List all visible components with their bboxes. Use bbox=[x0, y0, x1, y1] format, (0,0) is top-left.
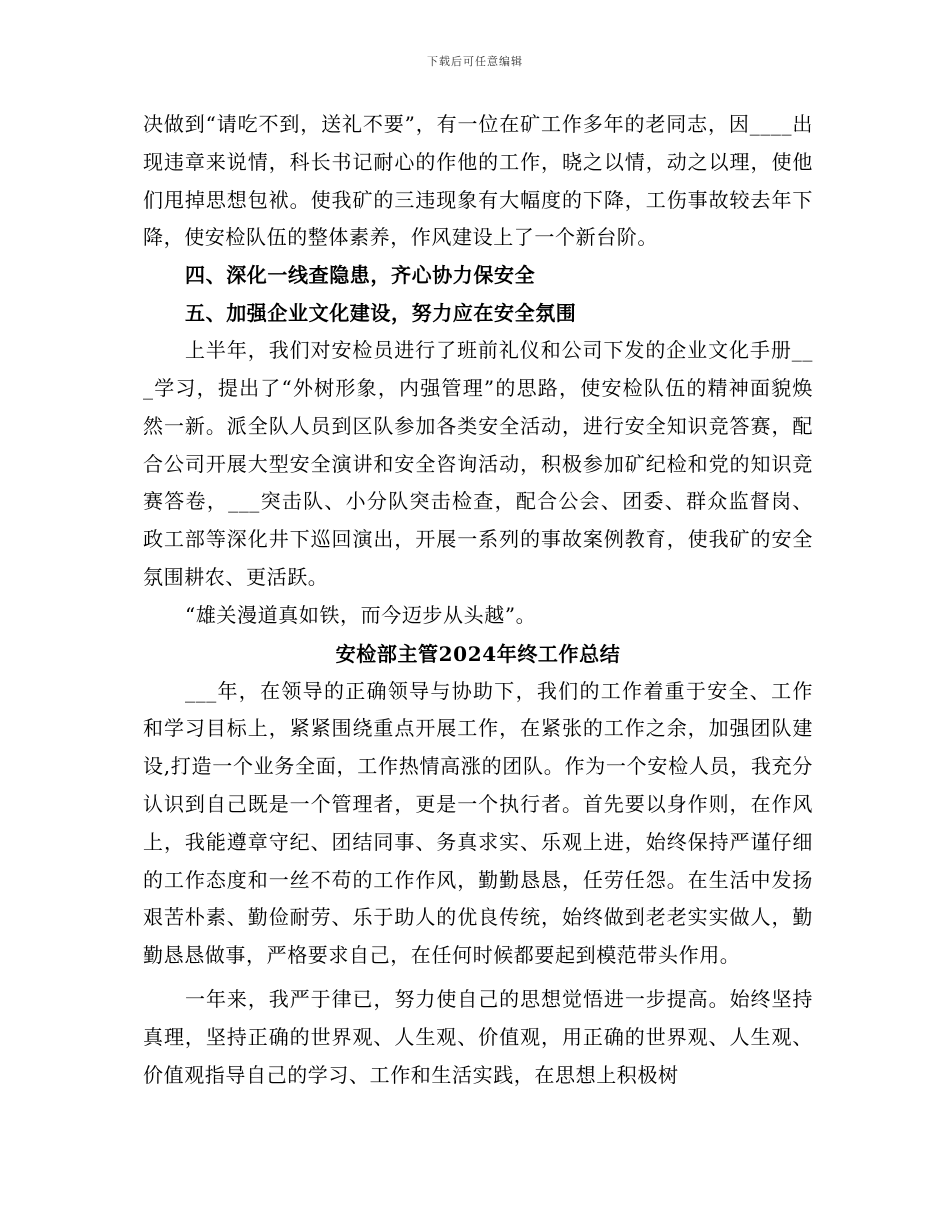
paragraph-summary-intro: ___年，在领导的正确领导与协助下，我们的工作着重于安全、工作和学习目标上，紧紧围绕重点开展工作，在紧张的工作之余，加强团队建设,打造一个业务全面，工作热情高涨的团队。作为一个安检人员，我充分认识到自己既是一个管理者，更是一个执行者。首先要以身作则，在作风上，我能遵章守纪、团结同事、务真求实、乐观上进，始终保持严谨仔细的工作态度和一丝不苟的工作作风，勤勤恳恳，任劳任怨。在生活中发扬艰苦朴素、勤俭耐劳、乐于助人的优良传统，始终做到老老实实做人，勤勤恳恳做事，严格要求自己，在任何时候都要起到模范带头作用。 bbox=[143, 678, 813, 968]
paragraph-quote: “雄关漫道真如铁，而今迈步从头越”。 bbox=[185, 602, 537, 627]
document-title: 安检部主管2024年终工作总结 bbox=[335, 641, 621, 666]
paragraph-culture: 上半年，我们对安检员进行了班前礼仪和公司下发的企业文化手册___学习，提出了“外树形象，内强管理”的思路，使安检队伍的精神面貌焕然一新。派全队人员到区队参加各类安全活动，进行安全知识竞答赛，配合公司开展大型安全演讲和安全咨询活动，积极参加矿纪检和党的知识竞赛答卷，___突击队、小分队突击检查，配合公会、团委、群众监督岗、政工部等深化井下巡回演出，开展一系列的事故案例教育，使我矿的安全氛围耕农、更活跃。 bbox=[143, 338, 813, 589]
section-heading-4: 四、深化一线查隐患，齐心协力保安全 bbox=[185, 263, 536, 288]
paragraph-self-discipline: 一年来，我严于律已，努力使自己的思想觉悟进一步提高。始终坚持真理，坚持正确的世界观、人生观、价值观，用正确的世界观、人生观、价值观指导自己的学习、工作和生活实践，在思想上积极树 bbox=[143, 986, 813, 1087]
document-body bbox=[143, 106, 813, 1094]
paragraph-continued: 决做到“请吃不到，送礼不要”，有一位在矿工作多年的老同志，因____出现违章来说情，科长书记耐心的作他的工作，晓之以情，动之以理，使他们甩掉思想包袱。使我矿的三违现象有大幅度的下降，工伤事故较去年下降，使安检队伍的整体素养，作风建设上了一个新台阶。 bbox=[143, 112, 813, 250]
section-heading-5: 五、加强企业文化建设，努力应在安全氛围 bbox=[185, 300, 577, 325]
page-header: 下载后可任意编辑 bbox=[427, 55, 523, 68]
